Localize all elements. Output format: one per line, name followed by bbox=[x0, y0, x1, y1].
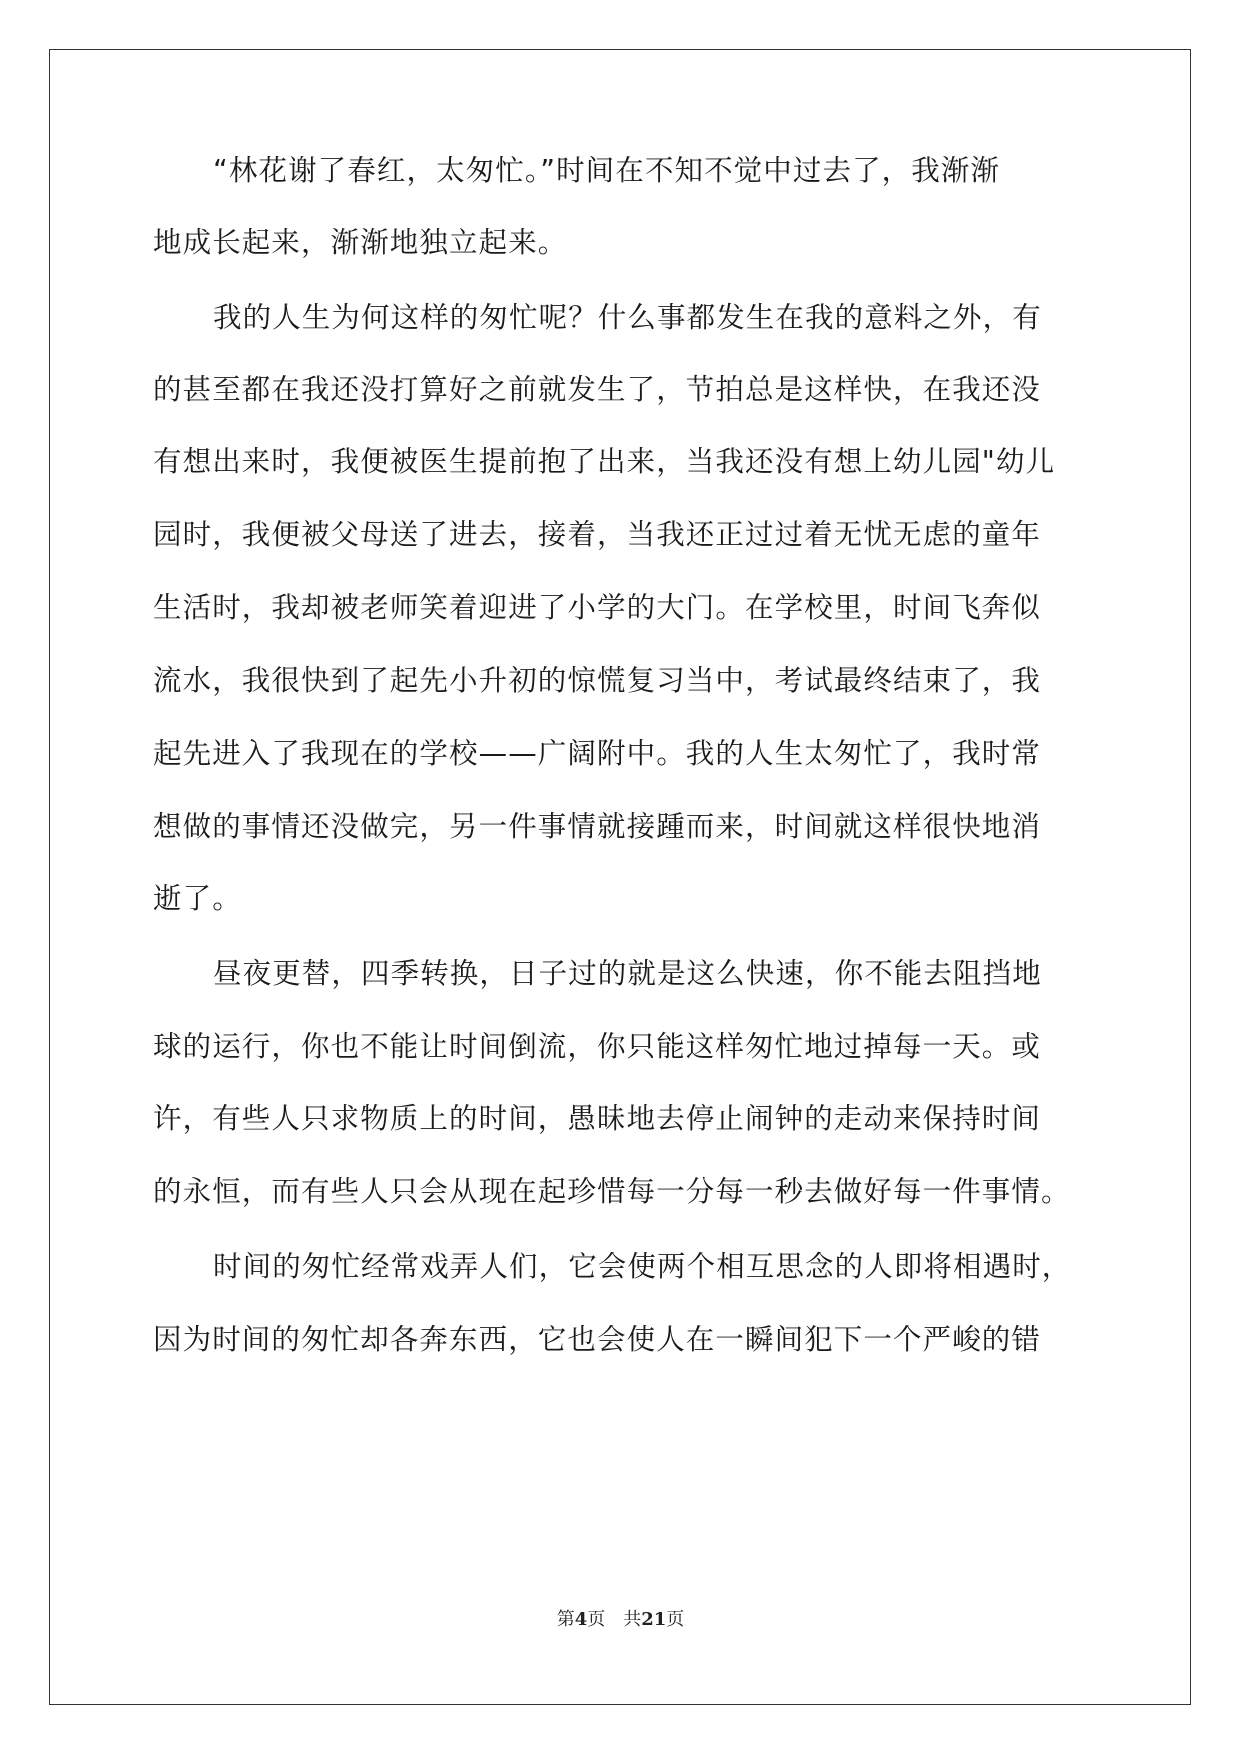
text-line: 逝了。 bbox=[153, 882, 242, 915]
text-line: “林花谢了春红，太匆忙。”时间在不知不觉中过去了，我渐渐 bbox=[213, 154, 1001, 187]
text-line: 生活时，我却被老师笑着迎进了小学的大门。在学校里，时间飞奔似 bbox=[153, 591, 1042, 624]
text-line: 有想出来时，我便被医生提前抱了出来，当我还没有想上幼儿园"幼儿 bbox=[153, 445, 1056, 478]
text-line: 地成长起来，渐渐地独立起来。 bbox=[153, 226, 568, 259]
text-line: 昼夜更替，四季转换，日子过的就是这么快速，你不能去阻挡地 bbox=[213, 957, 1042, 990]
footer-page-suffix: 页 bbox=[587, 1609, 606, 1630]
footer-total-pages: 21 bbox=[641, 1609, 667, 1630]
footer-page-prefix: 第 bbox=[556, 1609, 575, 1630]
text-line: 起先进入了我现在的学校——广阔附中。我的人生太匆忙了，我时常 bbox=[153, 737, 1042, 770]
text-line: 许，有些人只求物质上的时间，愚昧地去停止闹钟的走动来保持时间 bbox=[153, 1102, 1042, 1135]
text-line: 时间的匆忙经常戏弄人们，它会使两个相互思念的人即将相遇时， bbox=[213, 1250, 1072, 1283]
text-line: 因为时间的匆忙却各奔东西，它也会使人在一瞬间犯下一个严峻的错 bbox=[153, 1323, 1042, 1356]
text-line: 流水，我很快到了起先小升初的惊慌复习当中，考试最终结束了，我 bbox=[153, 664, 1042, 697]
footer-total-prefix: 共 bbox=[623, 1609, 642, 1630]
footer-total-suffix: 页 bbox=[666, 1609, 685, 1630]
text-line: 想做的事情还没做完，另一件事情就接踵而来，时间就这样很快地消 bbox=[153, 810, 1042, 843]
text-line: 我的人生为何这样的匆忙呢？什么事都发生在我的意料之外，有 bbox=[213, 301, 1042, 334]
footer-page-number: 4 bbox=[574, 1609, 588, 1630]
text-line: 的甚至都在我还没打算好之前就发生了，节拍总是这样快，在我还没 bbox=[153, 373, 1042, 406]
page-footer bbox=[0, 1605, 1241, 1631]
text-line: 园时，我便被父母送了进去，接着，当我还正过过着无忧无虑的童年 bbox=[153, 518, 1042, 551]
text-line: 球的运行，你也不能让时间倒流，你只能这样匆忙地过掉每一天。或 bbox=[153, 1030, 1042, 1063]
text-line: 的永恒，而有些人只会从现在起珍惜每一分每一秒去做好每一件事情。 bbox=[153, 1175, 1071, 1208]
